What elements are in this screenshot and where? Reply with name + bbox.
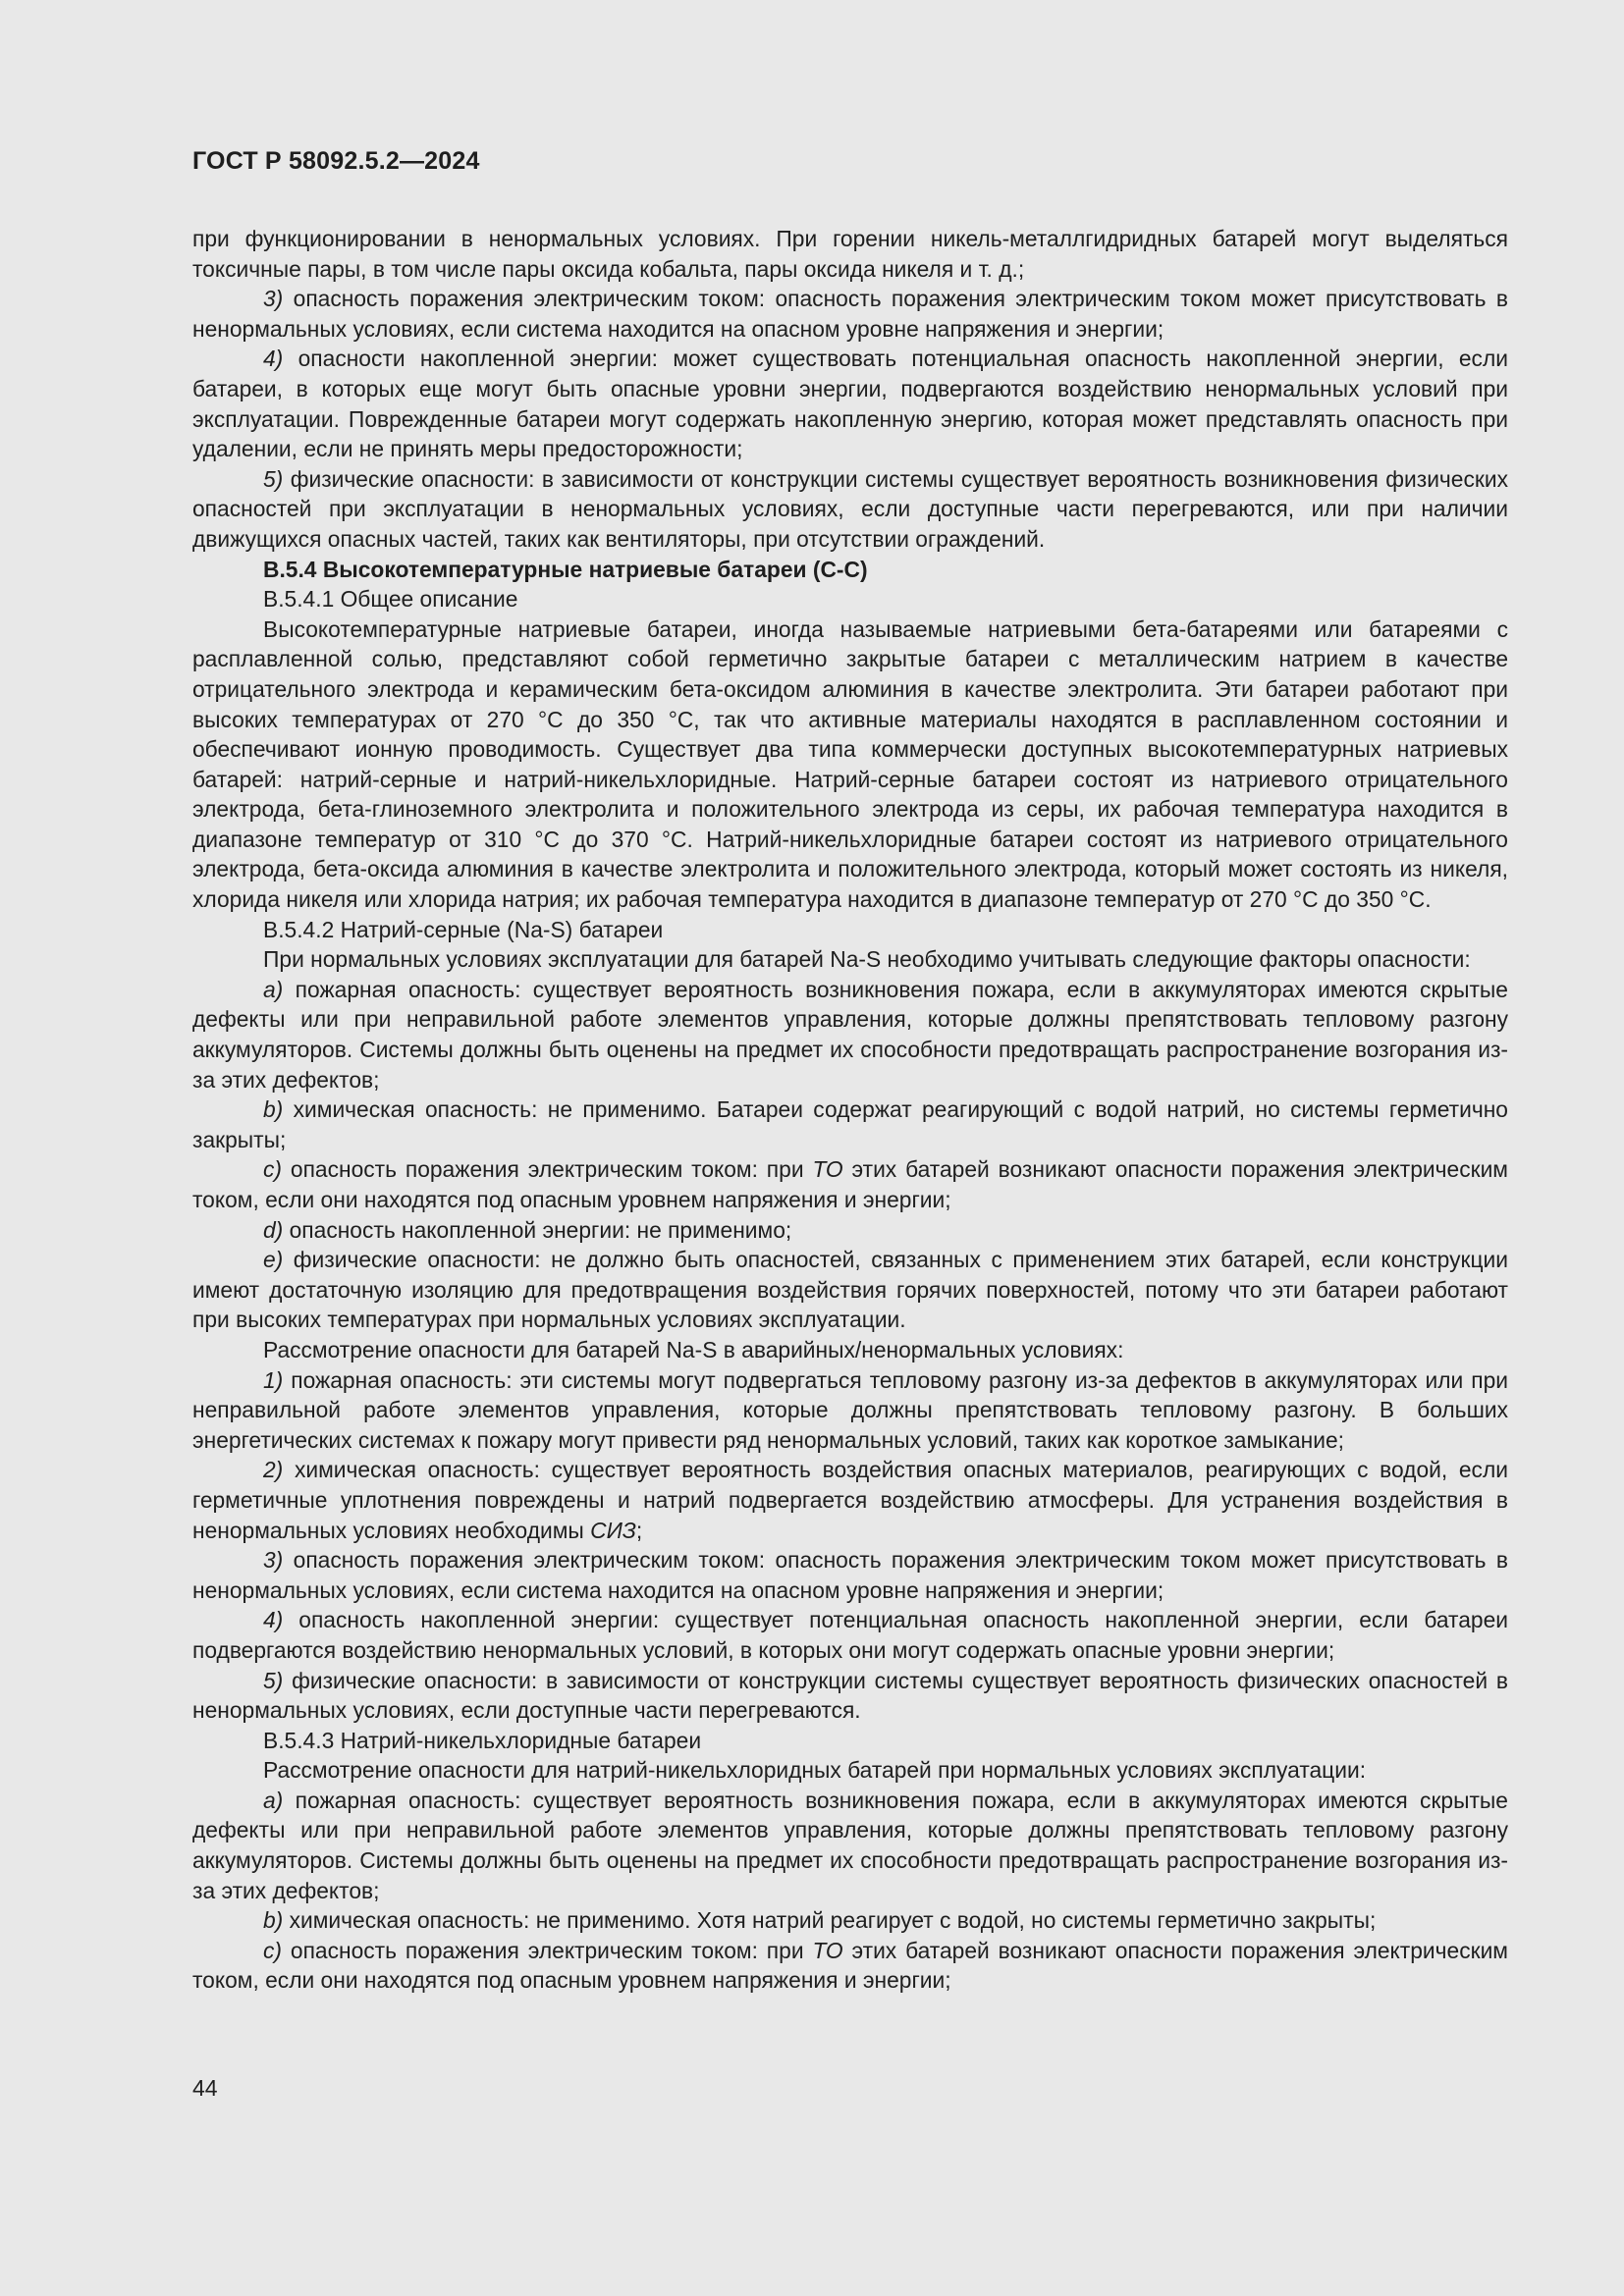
paragraph: [192, 1095, 1508, 1154]
list-marker: 1): [263, 1366, 284, 1393]
list-marker: a): [263, 976, 284, 1002]
paragraph-text: при функционировании в ненормальных условиях. При горении никель-металлгидридных батарей могут выделяться токсичные пары, в том числе пары оксида кобальта, пары оксида никеля и т. д.;: [192, 226, 1508, 282]
list-marker: 5): [263, 465, 284, 492]
paragraph-text: Рассмотрение опасности для натрий-никельхлоридных батарей при нормальных условиях эксплуатации:: [263, 1757, 1367, 1784]
paragraph-text: опасность поражения электрическим током: при: [282, 1156, 813, 1183]
paragraph-text: Высокотемпературные натриевые батареи, иногда называемые натриевыми бета-батареями или батареями с расплавленной солью, представляют собой герметично закрытые батареи с металлическим натрием в качестве отрицательного электрода и керамическим бета-оксидом алюминия в качестве электролита. Эти батареи работают при высоких температурах от 270 °С до 350 °С, так что активные материалы находятся в расплавленном состоянии и обеспечивают ионную проводимость. Существует два типа коммерчески доступных высокотемпературных натриевых батарей: натрий-серные и натрий-никельхлоридные. Натрий-серные батареи состоят из натриевого отрицательного электрода, бета-глиноземного электролита и положительного электрода из серы, их рабочая температура находится в диапазоне температур от 310 °С до 370 °С. Натрий-никельхлоридные батареи состоят из натриевого отрицательного электрода, бета-оксида алюминия в качестве электролита и положительного электрода, который может состоять из никеля, хлорида никеля или хлорида натрия; их рабочая температура находится в диапазоне температур от 270 °С до 350 °С.: [192, 615, 1508, 913]
paragraph: [192, 944, 1508, 975]
paragraph: [192, 915, 1508, 945]
paragraph-text: В.5.4.2 Натрий-серные (Na-S) батареи: [263, 916, 664, 942]
paragraph: [192, 1605, 1508, 1665]
paragraph-text: физические опасности: не должно быть опасностей, связанных с применением этих батарей, если конструкции имеют достаточную изоляцию для предотвращения воздействия горячих поверхностей, потому что эти батареи работают при высоких температурах при нормальных условиях эксплуатации.: [192, 1247, 1508, 1333]
abbreviation: ТО: [812, 1937, 843, 1963]
list-marker: 2): [263, 1457, 284, 1483]
paragraph: [192, 1365, 1508, 1456]
paragraph-text: опасность поражения электрическим током: опасность поражения электрическим током может присутствовать в ненормальных условиях, если система находится на опасном уровне напряжения и энергии;: [192, 1547, 1508, 1603]
abbreviation: СИЗ: [590, 1517, 636, 1543]
list-marker: 5): [263, 1667, 284, 1693]
abbreviation: ТО: [812, 1156, 843, 1183]
paragraph-text: пожарная опасность: существует вероятность возникновения пожара, если в аккумуляторах имеются скрытые дефекты или при неправильной работе элементов управления, которые должны препятствовать тепловому разгону аккумуляторов. Системы должны быть оценены на предмет их способности предотвращать распространение возгорания из-за этих дефектов;: [192, 976, 1508, 1093]
paragraph: [192, 584, 1508, 614]
list-marker: 4): [263, 1607, 284, 1633]
list-marker: a): [263, 1787, 284, 1813]
paragraph: [192, 1905, 1508, 1936]
list-marker: b): [263, 1096, 284, 1123]
list-marker: c): [263, 1156, 282, 1183]
paragraph-text: При нормальных условиях эксплуатации для батарей Na-S необходимо учитывать следующие факторы опасности:: [263, 946, 1471, 973]
paragraph: [192, 614, 1508, 915]
paragraph-text: химическая опасность: существует вероятность воздействия опасных материалов, реагирующих с водой, если герметичные уплотнения повреждены и натрий подвергается воздействию атмосферы. Для устранения воздействия в ненормальных условиях необходимы: [192, 1457, 1508, 1543]
paragraph-text: пожарная опасность: существует вероятность возникновения пожара, если в аккумуляторах имеются скрытые дефекты или при неправильной работе элементов управления, которые должны препятствовать тепловому разгону аккумуляторов. Системы должны быть оценены на предмет их способности предотвращать распространение возгорания из-за этих дефектов;: [192, 1787, 1508, 1903]
paragraph-text: физические опасности: в зависимости от конструкции системы существует вероятность возникновения физических опасностей при эксплуатации в ненормальных условиях, если доступные части перегреваются, или при наличии движущихся опасных частей, таких как вентиляторы, при отсутствии ограждений.: [192, 465, 1508, 552]
paragraph-text: опасность поражения электрическим током: при: [282, 1937, 813, 1963]
document-body: [192, 224, 1508, 1996]
paragraph: [192, 1726, 1508, 1756]
paragraph: [192, 224, 1508, 284]
paragraph-text: В.5.4 Высокотемпературные натриевые батареи (C-C): [263, 556, 868, 582]
page-number: 44: [192, 2075, 218, 2101]
paragraph-text: опасность накопленной энергии: не применимо;: [283, 1216, 792, 1243]
section-heading: [192, 555, 1508, 585]
paragraph: [192, 1154, 1508, 1214]
paragraph-text: Рассмотрение опасности для батарей Na-S в аварийных/ненормальных условиях:: [263, 1336, 1124, 1362]
paragraph-text: В.5.4.3 Натрий-никельхлоридные батареи: [263, 1727, 702, 1753]
paragraph-text-after: ;: [635, 1517, 643, 1543]
list-marker: d): [263, 1216, 284, 1243]
paragraph: [192, 284, 1508, 344]
paragraph: [192, 1245, 1508, 1335]
paragraph: [192, 1936, 1508, 1996]
paragraph-text: опасности накопленной энергии: может существовать потенциальная опасность накопленной энергии, если батареи, в которых еще могут быть опасные уровни энергии, подвергаются воздействию ненормальных условий при эксплуатации. Поврежденные батареи могут содержать накопленную энергию, которая может представлять опасность при удалении, если не принять меры предосторожности;: [192, 346, 1508, 462]
paragraph-text: химическая опасность: не применимо. Батареи содержат реагирующий с водой натрий, но системы герметично закрыты;: [192, 1096, 1508, 1152]
standard-code-header: ГОСТ Р 58092.5.2—2024: [192, 147, 480, 175]
paragraph-text: физические опасности: в зависимости от конструкции системы существует вероятность физических опасностей в ненормальных условиях, если доступные части перегреваются.: [192, 1667, 1508, 1724]
paragraph-text: В.5.4.1 Общее описание: [263, 586, 518, 613]
paragraph: [192, 1455, 1508, 1545]
list-marker: 4): [263, 346, 284, 372]
paragraph-text-after: этих батарей возникают опасности поражения электрическим током, если они находятся под опасным уровнем напряжения и энергии;: [192, 1937, 1508, 1994]
paragraph-text: химическая опасность: не применимо. Хотя натрий реагирует с водой, но системы герметично закрыты;: [283, 1907, 1377, 1934]
paragraph: [192, 1545, 1508, 1605]
paragraph: [192, 1786, 1508, 1905]
list-marker: 3): [263, 286, 284, 312]
paragraph-text: опасность накопленной энергии: существует потенциальная опасность накопленной энергии, если батареи подвергаются воздействию ненормальных условий, в которых они могут содержать опасные уровни энергии;: [192, 1607, 1508, 1663]
paragraph-text: пожарная опасность: эти системы могут подвергаться тепловому разгону из-за дефектов в аккумуляторах или при неправильной работе элементов управления, которые должны препятствовать тепловому разгону. В больших энергетических системах к пожару могут привести ряд ненормальных условий, таких как короткое замыкание;: [192, 1366, 1508, 1453]
list-marker: b): [263, 1907, 284, 1934]
paragraph: [192, 1666, 1508, 1726]
paragraph: [192, 1215, 1508, 1246]
paragraph-text: опасность поражения электрическим током: опасность поражения электрическим током может присутствовать в ненормальных условиях, если система находится на опасном уровне напряжения и энергии;: [192, 286, 1508, 342]
paragraph: [192, 1335, 1508, 1365]
list-marker: e): [263, 1247, 284, 1273]
list-marker: c): [263, 1937, 282, 1963]
paragraph: [192, 1755, 1508, 1786]
paragraph: [192, 344, 1508, 463]
list-marker: 3): [263, 1547, 284, 1574]
paragraph: [192, 975, 1508, 1095]
paragraph-text-after: этих батарей возникают опасности поражения электрическим током, если они находятся под опасным уровнем напряжения и энергии;: [192, 1156, 1508, 1212]
paragraph: [192, 464, 1508, 555]
